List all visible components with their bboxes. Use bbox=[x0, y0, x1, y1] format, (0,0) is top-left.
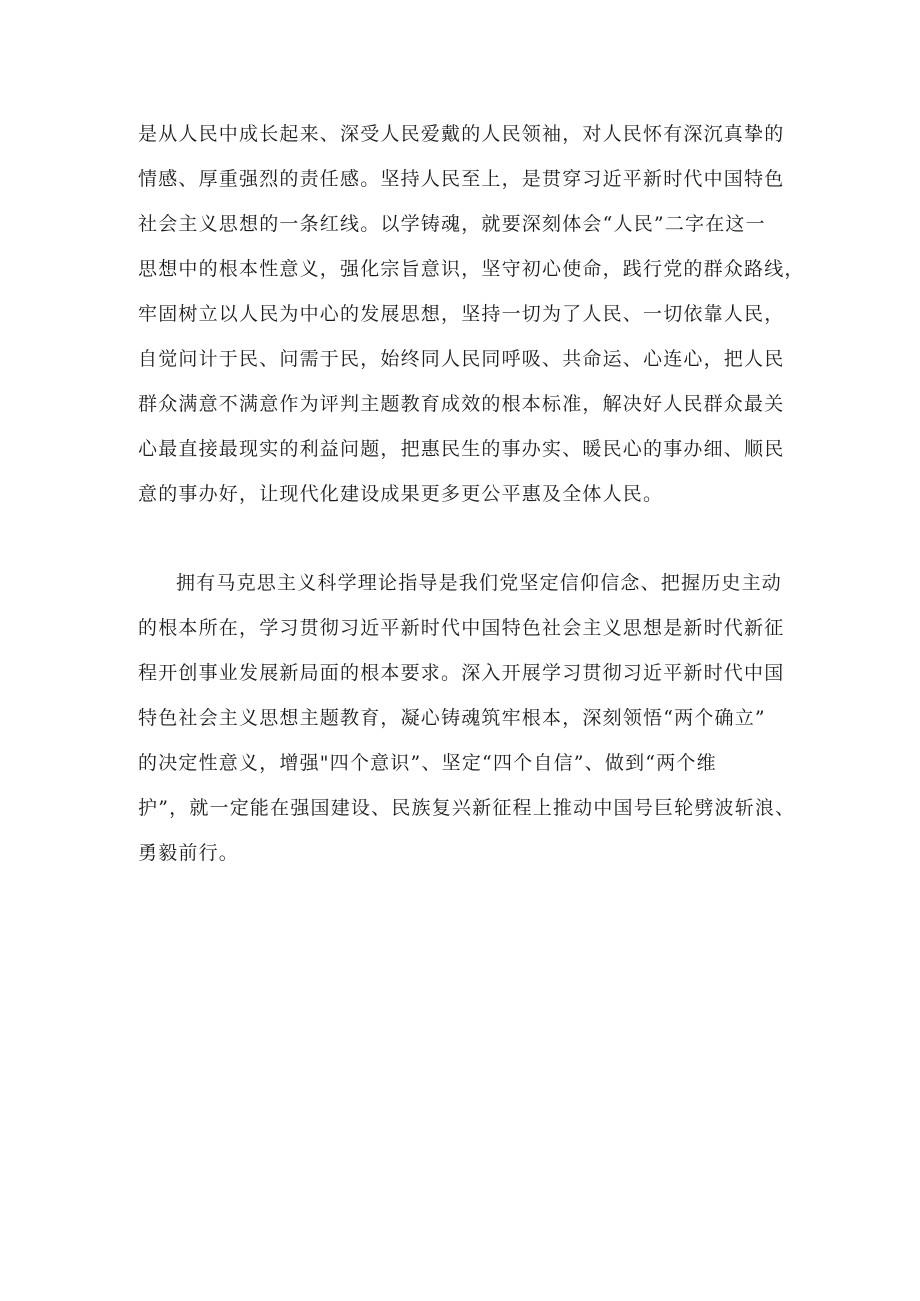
paragraph-1 bbox=[138, 118, 805, 523]
paragraph-line: 意的事办好，让现代化建设成果更多更公平惠及全体人民。 bbox=[138, 483, 664, 505]
paragraph-line: 心最直接最现实的利益问题，把惠民生的事办实、暖民心的事办细、顺民 bbox=[138, 438, 785, 460]
paragraph-line: 是从人民中成长起来、深受人民爱戴的人民领袖，对人民怀有深沉真挚的 bbox=[138, 123, 785, 145]
paragraph-line: 情感、厚重强烈的责任感。坚持人民至上，是贯穿习近平新时代中国特色 bbox=[138, 168, 785, 190]
paragraph-line: 群众满意不满意作为评判主题教育成效的根本标准，解决好人民群众最关 bbox=[138, 393, 785, 415]
paragraph-2 bbox=[138, 567, 798, 882]
paragraph-line: 思想中的根本性意义，强化宗旨意识，坚守初心使命，践行党的群众路线， bbox=[138, 258, 805, 280]
paragraph-line: 自觉问计于民、问需于民，始终同人民同呼吸、共命运、心连心，把人民 bbox=[138, 348, 785, 370]
paragraph-line: 护”，就一定能在强国建设、民族复兴新征程上推动中国号巨轮劈波斩浪、 bbox=[138, 797, 796, 819]
paragraph-line: 勇毅前行。 bbox=[138, 842, 240, 864]
paragraph-line: 的决定性意义，增强"四个意识”、坚定“四个自信”、做到“两个维 bbox=[138, 752, 717, 774]
paragraph-line: 社会主义思想的一条红线。以学铸魂，就要深刻体会“人民”二字在这一 bbox=[138, 213, 766, 235]
paragraph-line: 程开创事业发展新局面的根本要求。深入开展学习贯彻习近平新时代中国 bbox=[138, 662, 785, 684]
paragraph-line: 特色社会主义思想主题教育，凝心铸魂筑牢根本，深刻领悟“两个确立” bbox=[138, 707, 766, 729]
paragraph-line: 牢固树立以人民为中心的发展思想，坚持一切为了人民、一切依靠人民， bbox=[138, 303, 785, 325]
paragraph-line: 拥有马克思主义科学理论指导是我们党坚定信仰信念、把握历史主动 bbox=[176, 572, 783, 594]
paragraph-line: 的根本所在，学习贯彻习近平新时代中国特色社会主义思想是新时代新征 bbox=[138, 617, 785, 639]
